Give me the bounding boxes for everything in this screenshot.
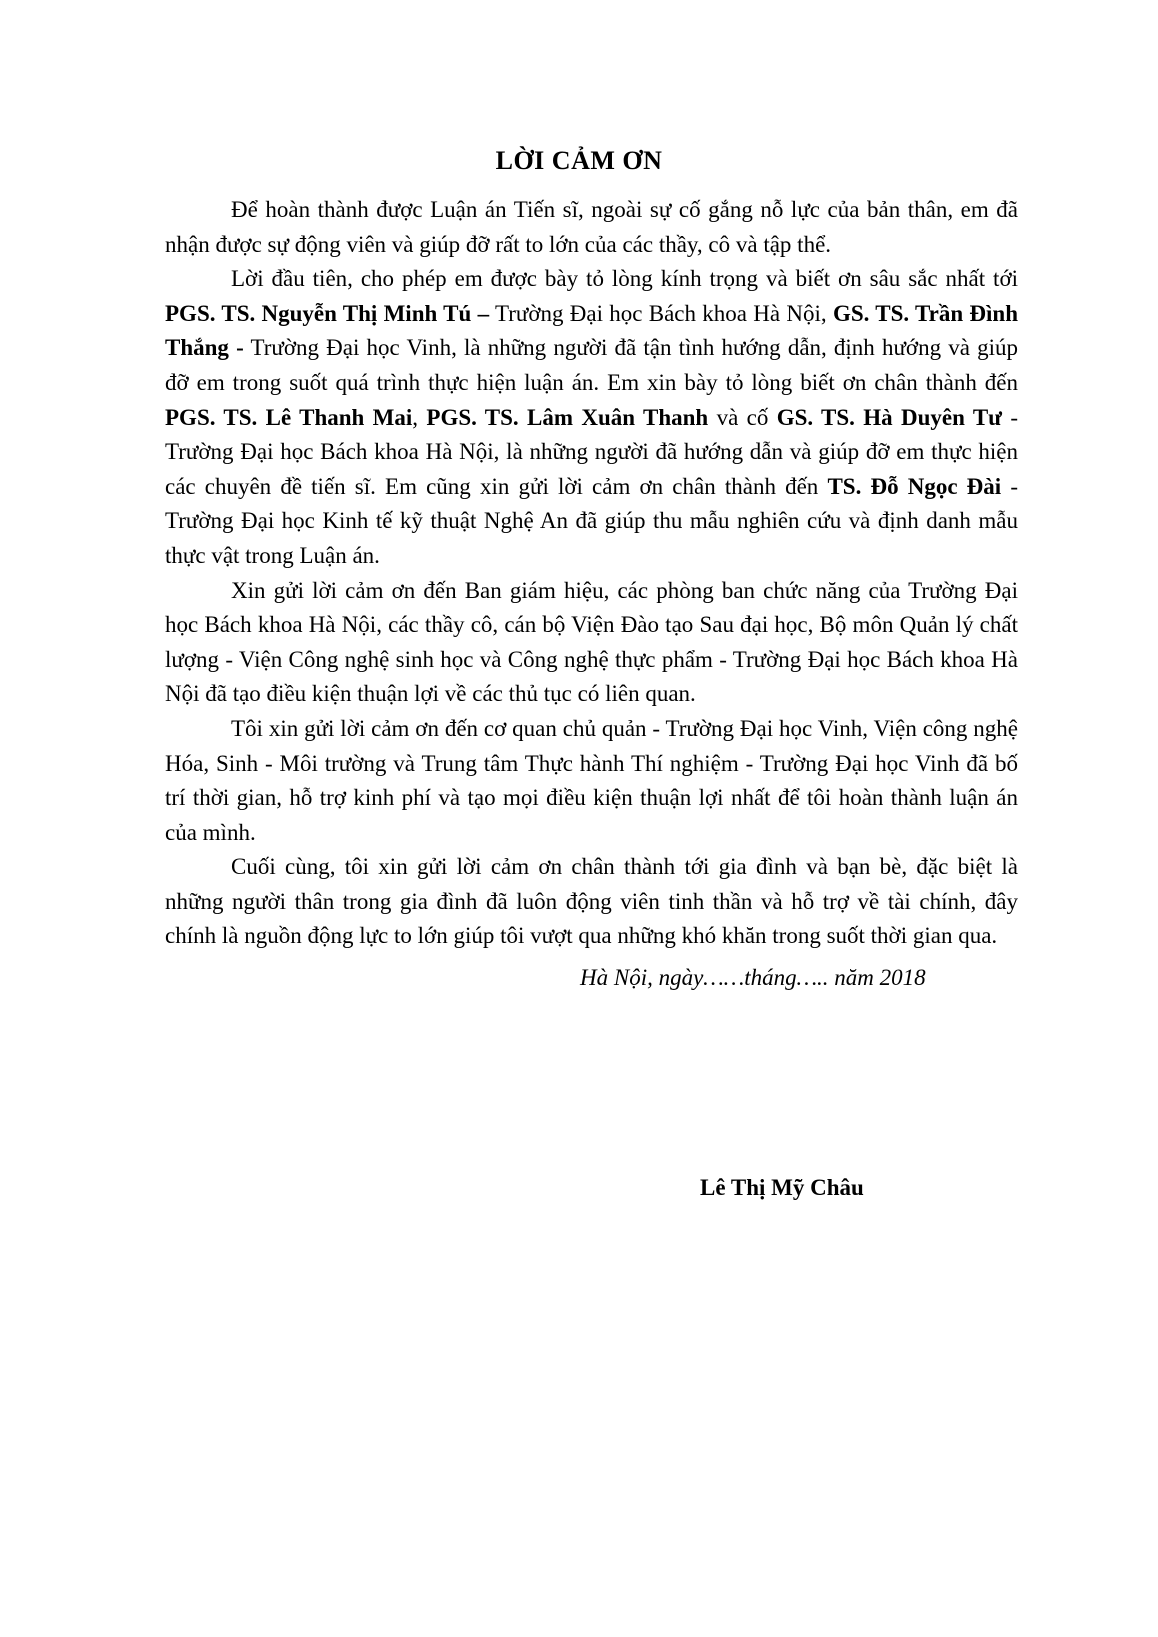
advisor-2-name: GS. TS. Trần Đình Thắng - [165, 300, 1018, 361]
acknowledgement-body [165, 193, 1018, 954]
paragraph-3: Xin gửi lời cảm ơn đến Ban giám hiệu, các phòng ban chức năng của Trường Đại học Bách khoa Hà Nội, các thầy cô, cán bộ Viện Đào tạo Sau đại học, Bộ môn Quản lý chất lượng - Viện Công nghệ sinh học và Công nghệ thực phẩm - Trường Đại học Bách khoa Hà Nội đã tạo điều kiện thuận lợi về các thủ tục có liên quan. [165, 577, 1018, 707]
helper-name: TS. Đỗ Ngọc Đài [827, 473, 1002, 499]
signer-name: Lê Thị Mỹ Châu [700, 1175, 864, 1200]
mentor-1-name: PGS. TS. Lê Thanh Mai [165, 404, 413, 430]
advisor-1-name: PGS. TS. Nguyễn Thị Minh Tú – [165, 300, 490, 326]
paragraph-2 [165, 262, 1018, 573]
date-line: Hà Nội, ngày……tháng….. năm 2018 [580, 965, 926, 990]
paragraph-2-text-3: Trường Đại học Vinh, là những người đã tận tình hướng dẫn, định hướng và giúp đỡ em trong suốt quá trình thực hiện luận án. Em xin bày tỏ lòng biết ơn chân thành đến [165, 335, 1018, 395]
paragraph-4: Tôi xin gửi lời cảm ơn đến cơ quan chủ quản - Trường Đại học Vinh, Viện công nghệ Hóa, Sinh - Môi trường và Trung tâm Thực hành Thí nghiệm - Trường Đại học Vinh đã bố trí thời gian, hỗ trợ kinh phí và tạo mọi điều kiện thuận lợi nhất để tôi hoàn thành luận án của mình. [165, 715, 1018, 845]
paragraph-1: Để hoàn thành được Luận án Tiến sĩ, ngoài sự cố gắng nỗ lực của bản thân, em đã nhận được sự động viên và giúp đỡ rất to lớn của các thầy, cô và tập thể. [165, 197, 1018, 257]
mentor-3-name: GS. TS. Hà Duyên Tư [776, 404, 1002, 430]
paragraph-2-text-4: , [412, 404, 427, 430]
mentor-2-name: PGS. TS. Lâm Xuân Thanh [426, 404, 709, 430]
paragraph-2-text-1: Lời đầu tiên, cho phép em được bày tỏ lòng kính trọng và biết ơn sâu sắc nhất tới [231, 266, 1018, 292]
paragraph-2-text-7: - Trường Đại học Kinh tế kỹ thuật Nghệ An đã giúp thu mẫu nghiên cứu và định danh mẫu thực vật trong Luận án. [165, 473, 1018, 568]
paragraph-5: Cuối cùng, tôi xin gửi lời cảm ơn chân thành tới gia đình và bạn bè, đặc biệt là những người thân trong gia đình đã luôn động viên tinh thần và hỗ trợ về tài chính, đây chính là nguồn động lực to lớn giúp tôi vượt qua những khó khăn trong suốt thời gian qua. [165, 854, 1018, 949]
paragraph-2-text-6: - Trường Đại học Bách khoa Hà Nội, là những người đã hướng dẫn và giúp đỡ em thực hiện các chuyên đề tiến sĩ. Em cũng xin gửi lời cảm ơn chân thành đến [165, 404, 1019, 499]
paragraph-2-text-5: và cố [708, 404, 777, 430]
page-title: LỜI CẢM ƠN [495, 146, 663, 175]
paragraph-2-text-2: Trường Đại học Bách khoa Hà Nội, [489, 300, 833, 326]
